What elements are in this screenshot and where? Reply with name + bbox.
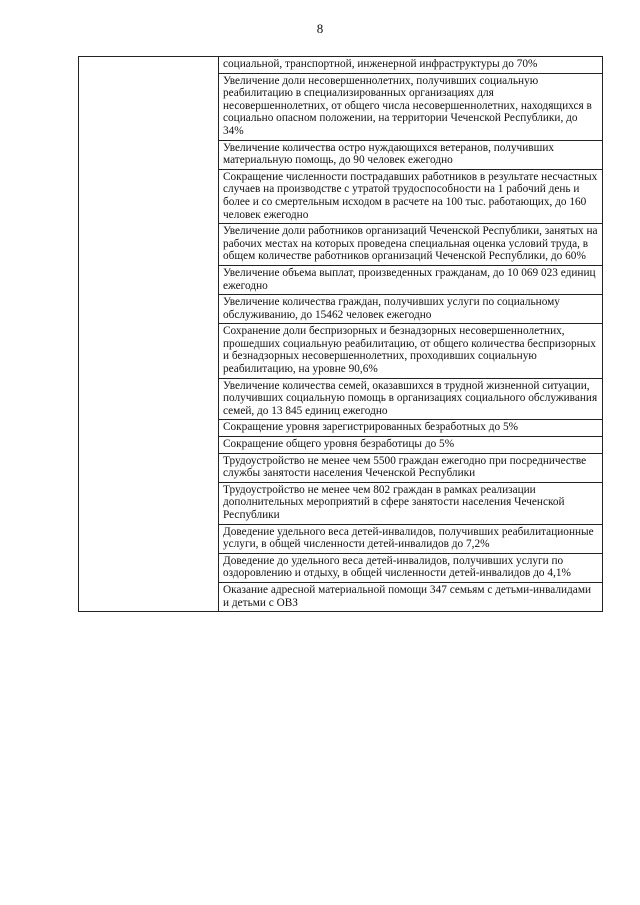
indicator-text: социальной, транспортной, инженерной инфраструктуры до 70% [223,58,538,70]
indicator-text: Увеличение доли несовершеннолетних, получивших социальную реабилитацию в специализированных организациях для несовершеннолетних, от общего числа несовершеннолетних, находящихся в социально опасном положении, на территории Чеченской Республики, до 34% [223,74,592,137]
indicators-table [78,56,603,612]
page-number: 8 [316,21,324,36]
indicator-text: Сокращение уровня зарегистрированных безработных до 5% [223,421,519,434]
table-row [79,57,603,74]
indicator-cell [219,553,603,582]
indicator-cell [219,295,603,324]
indicator-cell [219,140,603,169]
indicator-text: Увеличение объема выплат, произведенных гражданам, до 10 069 023 единиц ежегодно [223,266,596,292]
indicator-text: Сокращение общего уровня безработицы до 5% [223,438,455,451]
indicator-text: Увеличение количества семей, оказавшихся в трудной жизненной ситуации, получивших социальную помощь в организациях социального обслуживания семей, до 13 845 единиц ежегодно [223,379,598,417]
indicator-cell [219,524,603,553]
left-empty-cell [79,57,219,612]
indicator-cell [219,378,603,420]
indicator-cell [219,265,603,294]
indicator-cell [219,169,603,223]
indicator-text: Трудоустройство не менее чем 5500 граждан ежегодно при посредничестве службы занятости населения Чеченской Республики [223,454,587,480]
indicator-cell [219,482,603,524]
indicator-text: Доведение удельного веса детей-инвалидов, получивших реабилитационные услуги, в общей численности детей-инвалидов до 7,2% [223,525,594,551]
indicator-text: Оказание адресной материальной помощи 347 семьям с детьми-инвалидами и детьми с ОВЗ [223,583,592,609]
indicator-text: Увеличение количества остро нуждающихся ветеранов, получивших материальную помощь, до 90 человек ежегодно [223,141,555,167]
indicator-cell [219,420,603,437]
indicator-text: Увеличение количества граждан, получивших услуги по социальному обслуживанию, до 15462 человек ежегодно [223,296,560,321]
indicator-cell [219,582,603,611]
indicator-text: Доведение до удельного веса детей-инвалидов, получивших услуги по оздоровлению и отдыху, в общей численности детей-инвалидов до 4,1% [223,554,571,580]
indicator-cell [219,57,603,74]
indicator-cell [219,324,603,378]
indicator-text: Сокращение численности пострадавших работников в результате несчастных случаев на производстве с утратой трудоспособности на 1 рабочий день и более и со смертельным исходом в расчете на 100 тыс. работающих, до 160 человек ежегодно [223,170,598,221]
indicator-text: Трудоустройство не менее чем 802 граждан в рамках реализации дополнительных мероприятий в сфере занятости населения Чеченской Республики [223,483,565,521]
indicator-cell [219,224,603,266]
indicator-cell [219,453,603,482]
indicator-cell [219,73,603,140]
indicator-text: Сохранение доли беспризорных и безнадзорных несовершеннолетних, прошедших социальную реабилитацию, от общего количества беспризорных и безнадзорных несовершеннолетних, проходивших социальную реабилитацию, на уровне 90,6% [223,325,596,376]
indicator-cell [219,437,603,454]
indicator-text: Увеличение доли работников организаций Чеченской Республики, занятых на рабочих местах на которых проведена специальная оценка условий труда, в общем количестве работников организаций Чеченской Республики, до 60% [223,225,598,263]
